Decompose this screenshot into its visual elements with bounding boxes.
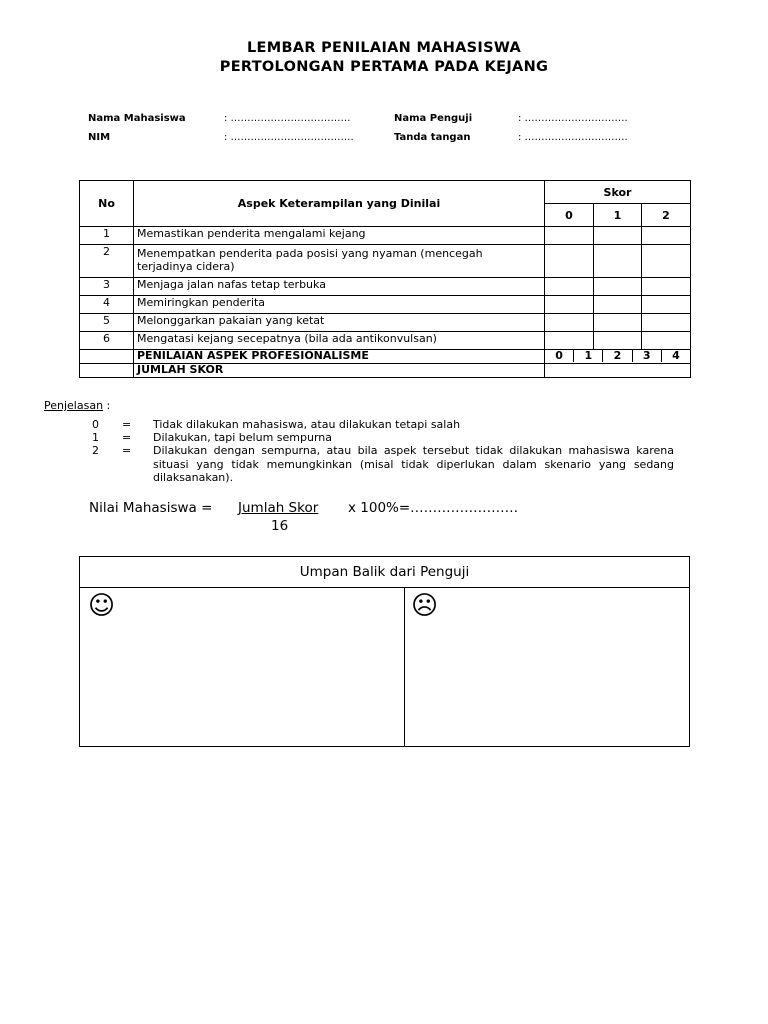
row-aspek: Mengatasi kejang secepatnya (bila ada antikonvulsan) [134,332,545,350]
scoring-table [79,180,691,378]
score-cell-1[interactable] [594,278,642,296]
header-no: No [80,181,134,227]
legend-score-1: 1 [92,431,99,444]
score-cell-0[interactable] [545,245,594,278]
prof-score-0[interactable]: 0 [555,349,563,362]
header-skor-1: 1 [594,204,642,227]
legend-eq-0: = [122,418,132,431]
score-cell-1[interactable] [594,314,642,332]
formula-denominator: 16 [271,518,289,534]
profesionalisme-row [80,350,691,364]
score-cell-2[interactable] [642,296,691,314]
legend-score-0: 0 [92,418,99,431]
score-cell-2[interactable] [642,332,691,350]
row-no: 6 [80,332,134,350]
legend-text-1: Dilakukan, tapi belum sempurna [153,431,332,444]
formula-label: Nilai Mahasiswa = [89,500,213,516]
tanda-tangan-label: Tanda tangan [394,132,471,143]
row-no: 4 [80,296,134,314]
score-cell-1[interactable] [594,245,642,278]
formula-numerator: Jumlah Skor [238,500,319,516]
row-aspek: Menempatkan penderita pada posisi yang nyaman (mencegah terjadinya cidera) [134,245,545,278]
table-row [80,245,691,278]
penjelasan-heading: Penjelasan [44,399,104,412]
jumlah-skor-row [80,364,691,378]
profesionalisme-label: PENILAIAN ASPEK PROFESIONALISME [134,350,545,364]
nama-penguji-field[interactable]: : …………………………. [518,113,628,124]
score-cell-2[interactable] [642,278,691,296]
feedback-title: Umpan Balik dari Penguji [80,557,689,588]
nim-label: NIM [88,132,111,143]
score-cell-0[interactable] [545,332,594,350]
table-row [80,296,691,314]
score-cell-1[interactable] [594,227,642,245]
profesionalisme-scale [545,350,691,364]
header-skor: Skor [545,181,691,204]
score-cell-0[interactable] [545,314,594,332]
feedback-negative-area[interactable] [405,588,689,746]
legend-eq-1: = [122,431,132,444]
score-cell-0[interactable] [545,227,594,245]
header-skor-2: 2 [642,204,691,227]
legend-text-2: Dilakukan dengan sempurna, atau bila aspek tersebut tidak dilakukan mahasiswa karena situasi yang tidak memungkinkan (misal tidak diperlukan dalam skenario yang sedang dilaksanakan). [153,444,674,484]
jumlah-skor-label: JUMLAH SKOR [134,364,545,378]
prof-score-4[interactable]: 4 [661,350,690,362]
table-row [80,314,691,332]
legend-text-0: Tidak dilakukan mahasiswa, atau dilakukan tetapi salah [153,418,461,431]
table-row [80,278,691,296]
row-aspek: Memastikan penderita mengalami kejang [134,227,545,245]
score-cell-2[interactable] [642,227,691,245]
row-no: 2 [80,245,134,278]
page-title-line2: PERTOLONGAN PERTAMA PADA KEJANG [219,59,549,75]
formula-multiplier: x 100%=…………………… [348,500,519,516]
table-row [80,227,691,245]
legend-score-2: 2 [92,444,99,457]
prof-score-3[interactable]: 3 [632,350,661,362]
penjelasan-colon: : [106,399,111,412]
penjelasan-heading-wrap [44,399,110,412]
nama-mahasiswa-field[interactable]: : ……………………………… [224,113,351,124]
score-cell-0[interactable] [545,296,594,314]
row-no: 1 [80,227,134,245]
jumlah-skor-value[interactable] [545,364,691,378]
score-cell-2[interactable] [642,314,691,332]
row-aspek: Melonggarkan pakaian yang ketat [134,314,545,332]
prof-score-2[interactable]: 2 [602,350,631,362]
row-aspek: Menjaga jalan nafas tetap terbuka [134,278,545,296]
tanda-tangan-field[interactable]: : …………………………. [518,132,628,143]
legend-eq-2: = [122,444,132,457]
score-cell-1[interactable] [594,332,642,350]
score-cell-0[interactable] [545,278,594,296]
header-aspek: Aspek Keterampilan yang Dinilai [134,181,545,227]
smiley-face-icon: ☺ [88,591,116,621]
score-cell-2[interactable] [642,245,691,278]
row-no: 5 [80,314,134,332]
prof-score-1[interactable]: 1 [573,350,602,362]
score-cell-1[interactable] [594,296,642,314]
header-skor-0: 0 [545,204,594,227]
feedback-box [79,556,690,747]
nim-field[interactable]: : ………………………………. [224,132,354,143]
feedback-positive-area[interactable] [80,588,405,746]
nama-mahasiswa-label: Nama Mahasiswa [88,113,186,124]
table-row [80,332,691,350]
row-aspek: Memiringkan penderita [134,296,545,314]
frowning-face-icon: ☹ [411,591,439,621]
row-no: 3 [80,278,134,296]
nama-penguji-label: Nama Penguji [394,113,473,124]
page-title-line1: LEMBAR PENILAIAN MAHASISWA [246,40,522,56]
